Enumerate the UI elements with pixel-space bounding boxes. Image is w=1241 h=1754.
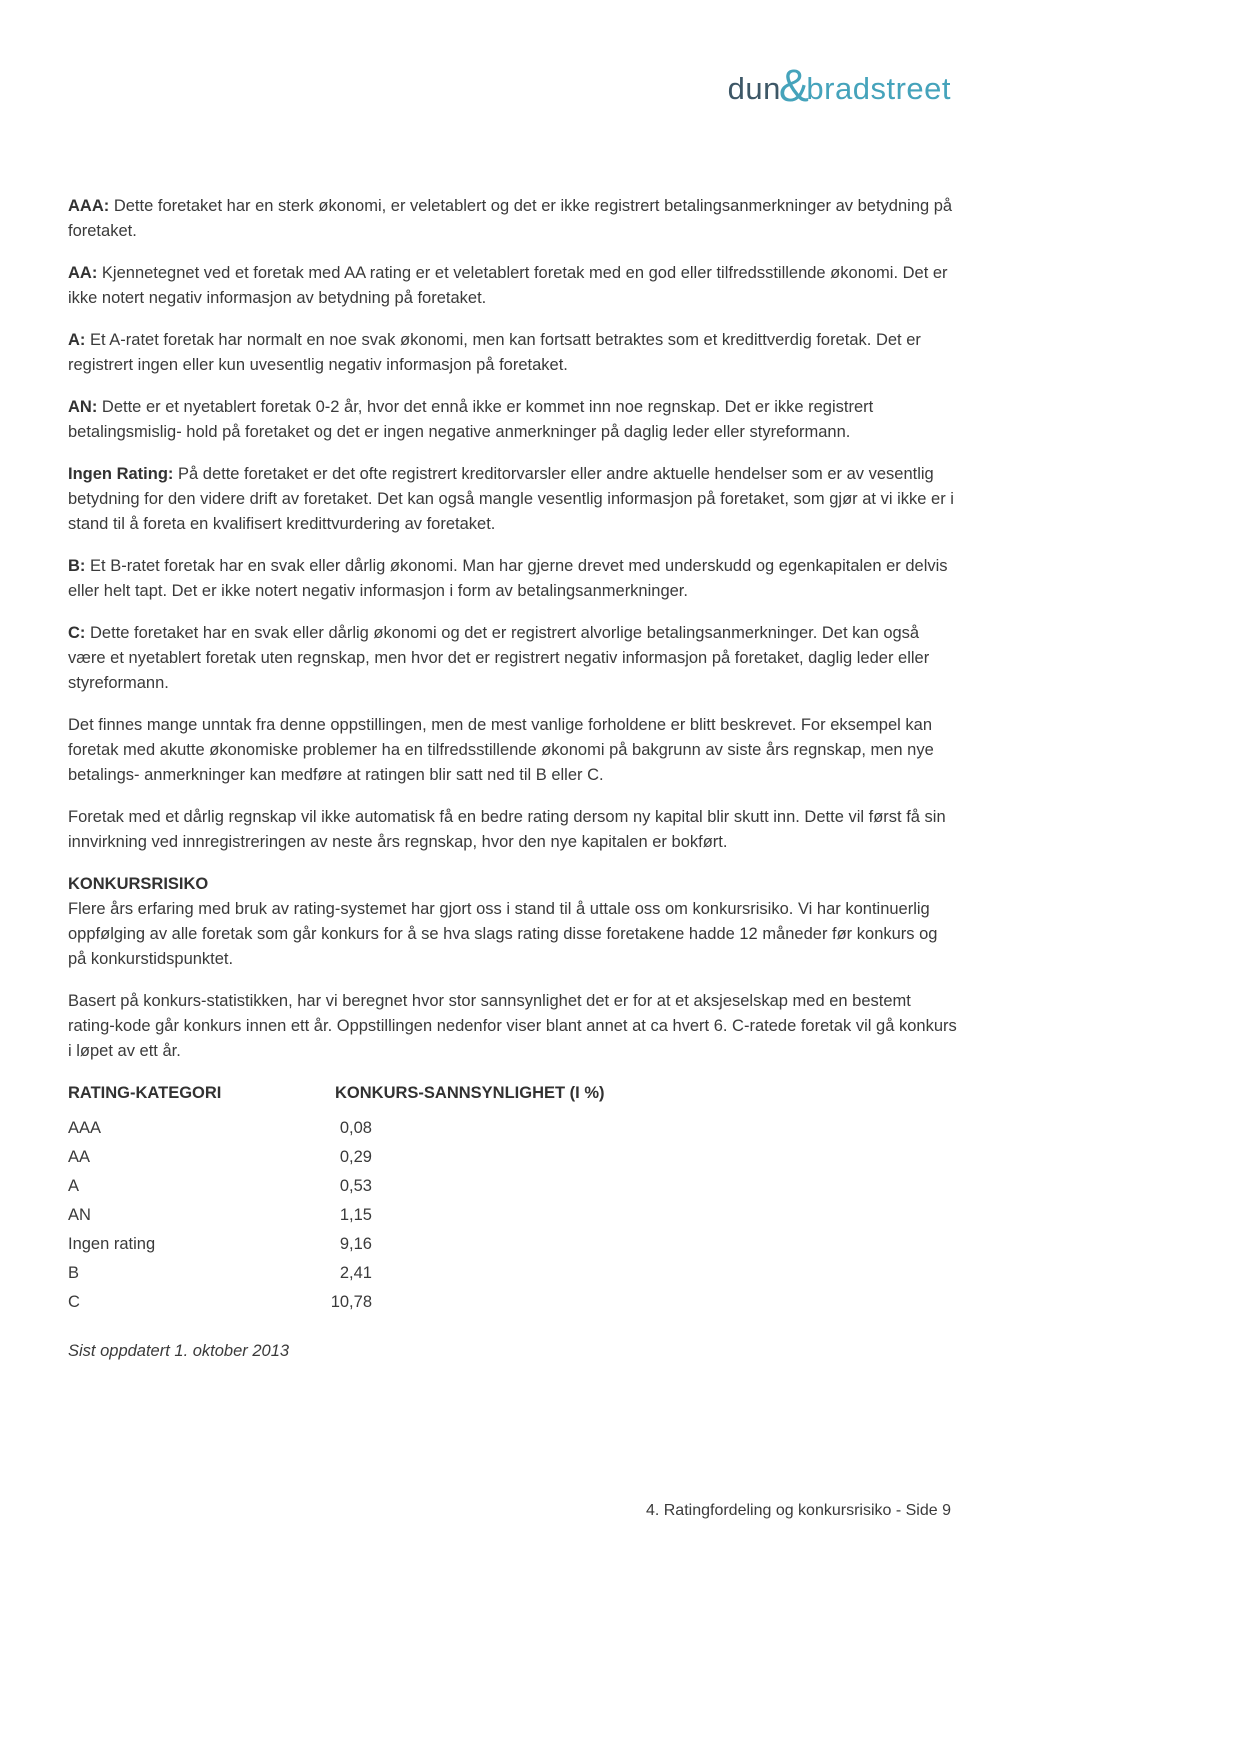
document-content xyxy=(68,194,958,1381)
table-cell-probability: 1,15 xyxy=(339,1206,372,1224)
table-cell-probability: 9,16 xyxy=(339,1235,372,1253)
rating-text-an: Dette er et nyetablert foretak 0-2 år, hvor det ennå ikke er kommet inn noe regnskap. Det er ikke registrert betalingsmislig- hold på foretaket og det er ingen negative anmerkninger på daglig leder eller styreformann. xyxy=(68,398,874,441)
konkursrisiko-paragraph-2: Basert på konkurs-statistikken, har vi beregnet hvor stor sannsynlighet det er for at et aksjeselskap med en bestemt rating-kode går konkurs innen ett år. Oppstillingen nedenfor viser blant annet at ca hvert 6. C-ratede foretak vil gå konkurs i løpet av ett år. xyxy=(68,992,957,1060)
table-cell-category: Ingen rating xyxy=(68,1235,156,1253)
table-cell-probability: 0,08 xyxy=(339,1119,372,1137)
table-cell-category: C xyxy=(68,1293,80,1311)
table-row xyxy=(68,1230,958,1259)
last-updated-note: Sist oppdatert 1. oktober 2013 xyxy=(68,1342,290,1360)
rating-label-ingen-rating: Ingen Rating: xyxy=(68,465,174,483)
rating-text-c: Dette foretaket har en svak eller dårlig økonomi og det er registrert alvorlige betalingsanmerkninger. Det kan også være et nyetablert foretak uten regnskap, men hvor det er registrert negativ informasjon på foretaket, daglig leder eller styreformann. xyxy=(68,624,930,692)
rating-definition-c xyxy=(68,621,958,696)
konkursrisiko-paragraph-1: Flere års erfaring med bruk av rating-systemet har gjort oss i stand til å uttale oss om konkursrisiko. Vi har kontinuerlig oppfølging av alle foretak som går konkurs for å se hva slags rating disse foretakene hadde 12 måneder før konkurs og på konkurstidspunktet. xyxy=(68,900,938,968)
rating-label-aa: AA: xyxy=(68,264,98,282)
logo-ampersand-icon: & xyxy=(778,60,810,111)
page-footer: 4. Ratingfordeling og konkursrisiko - Side 9 xyxy=(645,1502,951,1519)
table-cell-probability: 0,53 xyxy=(339,1177,372,1195)
table-cell-category: B xyxy=(68,1264,80,1282)
table-header-probability: KONKURS-SANNSYNLIGHET (I %) xyxy=(335,1084,605,1102)
rating-text-b: Et B-ratet foretak har en svak eller dårlig økonomi. Man har gjerne drevet med underskudd og egenkapitalen er delvis eller helt tapt. Det er ikke notert negativ informasjon i form av betalingsanmerkninger. xyxy=(68,557,948,600)
table-cell-probability: 2,41 xyxy=(339,1264,372,1282)
exceptions-paragraph: Det finnes mange unntak fra denne oppstillingen, men de mest vanlige forholdene er blitt beskrevet. For eksempel kan foretak med akutte økonomiske problemer ha en tilfredsstillende økonomi på bakgrunn av siste års regnskap, men nye betalings- anmerkninger kan medføre at ratingen blir satt ned til B eller C. xyxy=(68,716,934,784)
rating-label-a: A: xyxy=(68,331,86,349)
table-row xyxy=(68,1259,958,1288)
rating-text-aaa: Dette foretaket har en sterk økonomi, er veletablert og det er ikke registrert betalingsanmerkninger av betydning på foretaket. xyxy=(68,197,953,240)
table-row xyxy=(68,1143,958,1172)
dun-bradstreet-logo xyxy=(727,60,951,111)
rating-label-an: AN: xyxy=(68,398,98,416)
table-row xyxy=(68,1172,958,1201)
table-cell-category: A xyxy=(68,1177,80,1195)
table-row xyxy=(68,1114,958,1143)
table-row xyxy=(68,1201,958,1230)
rating-definition-aaa xyxy=(68,194,958,244)
rating-definition-ingen-rating xyxy=(68,462,958,537)
rating-definition-a xyxy=(68,328,958,378)
new-capital-paragraph: Foretak med et dårlig regnskap vil ikke automatisk få en bedre rating dersom ny kapital blir skutt inn. Dette vil først få sin innvirkning ved innregistreringen av neste års regnskap, hvor den nye kapitalen er bokført. xyxy=(68,808,946,851)
rating-label-c: C: xyxy=(68,624,86,642)
logo-text-dun: dun xyxy=(727,71,781,106)
table-cell-category: AA xyxy=(68,1148,91,1166)
rating-label-aaa: AAA: xyxy=(68,197,110,215)
rating-text-ingen-rating: På dette foretaket er det ofte registrert kreditorvarsler eller andre aktuelle hendelser som er av vesentlig betydning for den videre drift av foretaket. Det kan også mangle vesentlig informasjon på foretaket, som gjør at vi ikke er i stand til å foreta en kvalifisert kredittvurdering av foretaket. xyxy=(68,465,954,533)
rating-text-aa: Kjennetegnet ved et foretak med AA rating er et veletablert foretak med en god eller tilfredsstillende økonomi. Det er ikke notert negativ informasjon av betydning på foretaket. xyxy=(68,264,948,307)
table-cell-category: AAA xyxy=(68,1119,102,1137)
rating-probability-table xyxy=(68,1081,958,1317)
rating-label-b: B: xyxy=(68,557,86,575)
logo-text-bradstreet: bradstreet xyxy=(806,71,951,106)
rating-definition-b xyxy=(68,554,958,604)
table-header-row xyxy=(68,1081,958,1106)
rating-definition-aa xyxy=(68,261,958,311)
table-cell-probability: 10,78 xyxy=(330,1293,372,1311)
table-row xyxy=(68,1288,958,1317)
table-header-category: RATING-KATEGORI xyxy=(68,1084,222,1102)
rating-definition-an xyxy=(68,395,958,445)
table-cell-category: AN xyxy=(68,1206,91,1224)
rating-text-a: Et A-ratet foretak har normalt en noe svak økonomi, men kan fortsatt betraktes som et kredittverdig foretak. Det er registrert ingen eller kun uvesentlig negativ informasjon på foretaket. xyxy=(68,331,921,374)
konkursrisiko-section xyxy=(68,872,958,972)
table-cell-probability: 0,29 xyxy=(339,1148,372,1166)
konkursrisiko-heading: KONKURSRISIKO xyxy=(68,875,209,893)
